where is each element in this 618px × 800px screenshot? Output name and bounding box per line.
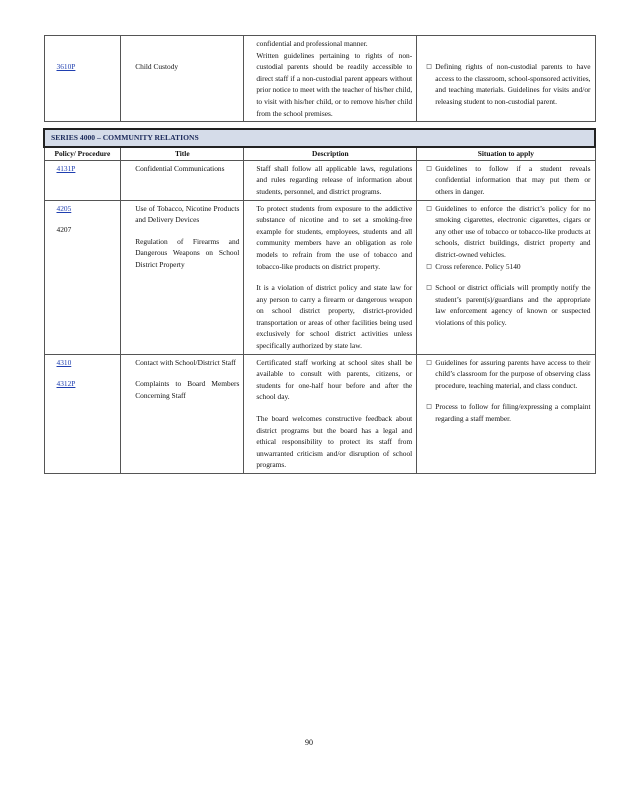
table-row-3610p [44,36,595,122]
title-cell [121,200,244,354]
table-row [44,160,595,200]
policy-title: Contact with School/District Staff [135,357,236,367]
policy-title: Child Custody [135,62,179,71]
title-cell [121,354,244,473]
situation-bullet: □ Guidelines to follow if a student reveals confidential information that may put them or others in danger. [427,163,590,198]
column-header-description: Description [244,147,417,161]
policy-code-cell [44,160,121,200]
situation-bullet: □ School or district officials will promptly notify the student’s parent(s)/guardians and the appropriate law enforcement agency of known or suspected violations of this policy. [427,282,590,328]
policy-link[interactable]: 4205 [56,203,72,213]
policy-code-cell [44,354,121,473]
situation-cell [417,160,595,200]
policy-link[interactable]: 4131P [56,163,76,173]
situation-bullet: □ Guidelines for assuring parents have access to their child’s classroom for the purpose of observing class procedure, teaching material, and class conduct. [427,357,590,392]
policy-code-cell [44,200,121,354]
policy-title: Regulation of Firearms and Dangerous Weapons on School District Property [135,236,240,269]
column-header-policy: Policy/ Procedure [44,147,121,161]
policy-link-3610p[interactable]: 3610P [56,62,76,71]
spacer-row [44,122,595,130]
policy-description: confidential and professional manner. Written guidelines pertaining to rights of non-custodial parents should be readily accessible to direct staff if a non-custodial parent appears without prior notice to meet with the teacher of his/her child, to visit with his/her child, or to remove his/her child from the school premises. [256,39,413,118]
policy-code: 4207 [56,225,72,235]
policy-description: To protect students from exposure to the addictive substance of nicotine and to set a smoking-free example for students, employees, students and all community members have an obligation as role models to refrain from the use of tobacco and tobacco-like products on district property. [256,203,413,271]
column-header-situation: Situation to apply [417,147,595,161]
description-cell [244,36,417,122]
description-cell [244,354,417,473]
policy-description: Staff shall follow all applicable laws, regulations and rules regarding release of information about students, personnel, and district programs. [256,163,413,196]
series-header-row [44,129,595,147]
title-cell [121,160,244,200]
policy-title: Use of Tobacco, Nicotine Products and Delivery Devices [135,203,240,225]
policy-description: It is a violation of district policy and state law for any person to carry a firearm or dangerous weapon on school district property, district-provided transportation or areas of other facilities being used exclusively for school district activities unless specifically authorized by state law. [256,283,413,351]
policy-title: Complaints to Board Members Concerning Staff [135,379,240,400]
situation-bullet: □ Cross reference. Policy 5140 [427,261,590,273]
situation-bullet: □ Defining rights of non-custodial parents to have access to the classroom, school-sponsored activities, and teaching materials. Guidelines for visits and/or releasing student to non-custodial parent. [427,61,590,107]
situation-bullet: □ Guidelines to enforce the district’s policy for no smoking cigarettes, electronic cigarettes, cigars or any other use of tobacco or tobacco-like products at schools, district buildings, district property and district-owned vehicles. [427,203,590,261]
situation-cell [417,36,595,122]
policy-code-cell [44,36,121,122]
series-title: SERIES 4000 – COMMUNITY RELATIONS [51,133,199,143]
situation-bullet: □ Process to follow for filing/expressing a complaint regarding a staff member. [427,401,590,424]
table-row [44,354,595,473]
situation-cell [417,354,595,473]
description-cell [244,200,417,354]
title-cell [121,36,244,122]
table-row [44,200,595,354]
description-cell [244,160,417,200]
policy-description: Certificated staff working at school sites shall be available to consult with parents, citizens, or students for one-half hour before and after the school day. [256,357,413,402]
situation-cell [417,200,595,354]
policy-link[interactable]: 4312P [56,379,76,389]
column-header-title: Title [121,147,244,161]
page-number: 90 [305,738,313,747]
policy-title: Confidential Communications [135,163,225,173]
column-header-row [44,147,595,161]
policy-link[interactable]: 4310 [56,357,72,367]
policy-table [43,35,596,474]
policy-description: The board welcomes constructive feedback about district programs but the board has a legal and ethical responsibility to protect its staff from unwarranted criticism and/or disruption of school programs. [256,414,413,470]
